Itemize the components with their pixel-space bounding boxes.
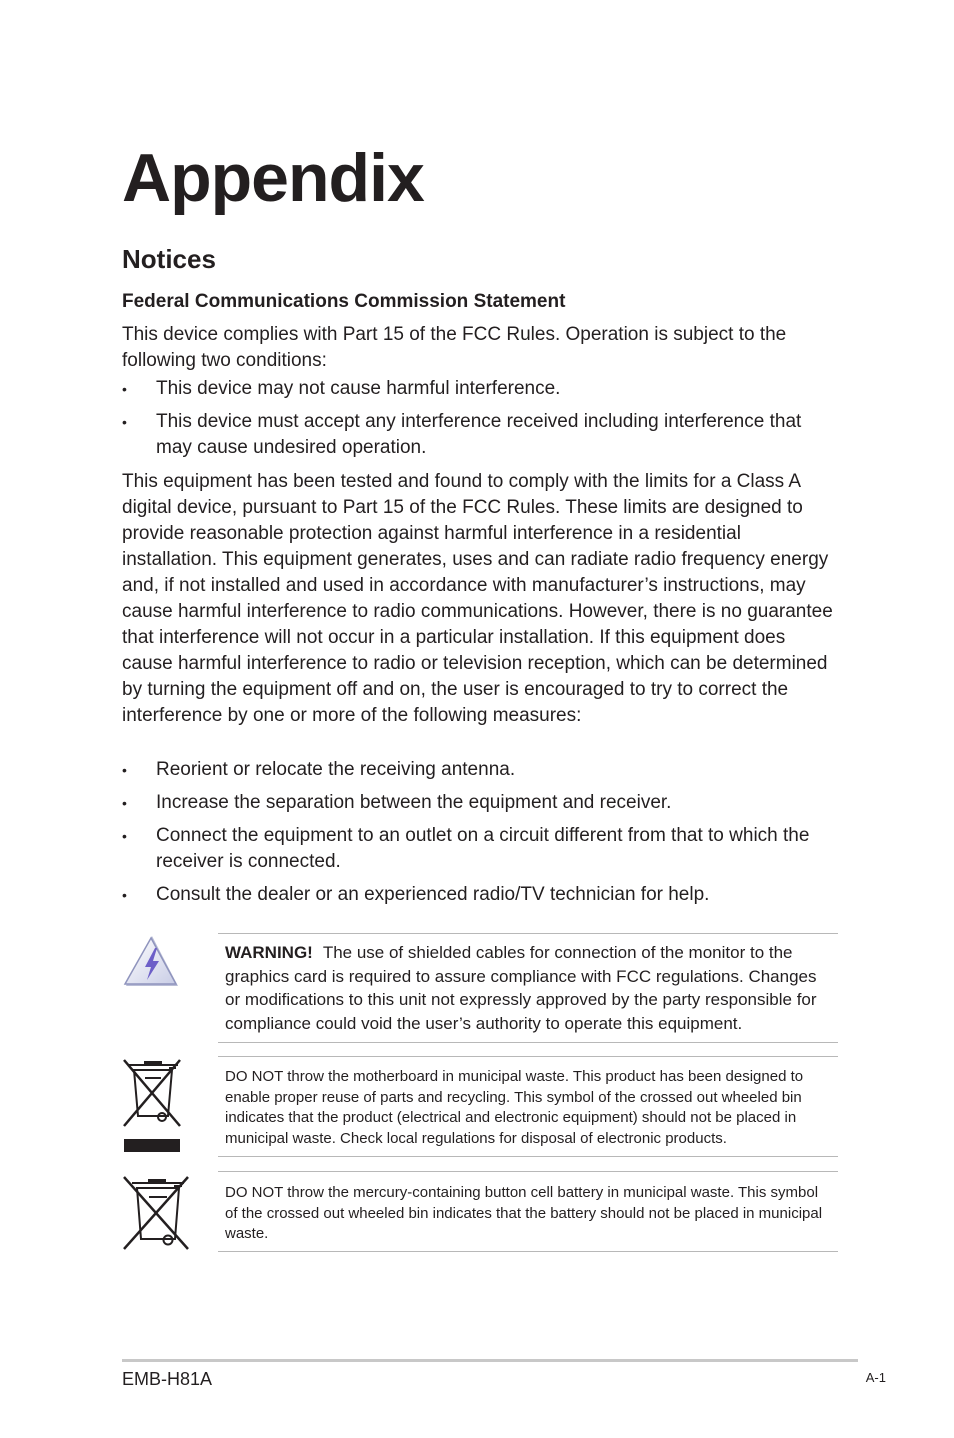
measures-list xyxy=(122,757,834,908)
fcc-body-paragraph xyxy=(122,469,834,729)
footer-divider xyxy=(122,1359,858,1362)
fcc-heading: Federal Communications Commission Statement xyxy=(122,291,566,312)
divider xyxy=(218,1156,838,1157)
conditions-list-container xyxy=(122,376,834,468)
weee-notice xyxy=(122,1055,838,1160)
divider xyxy=(218,933,838,934)
measure-text: Consult the dealer or an experienced radio/TV technician for help. xyxy=(156,884,710,905)
fcc-intro-paragraph xyxy=(122,322,834,374)
list-item xyxy=(122,757,834,783)
footer-page-number: A-1 xyxy=(865,1370,886,1385)
list-item xyxy=(122,882,834,908)
battery-text: DO NOT throw the mercury-containing button cell battery in municipal waste. This symbol of the crossed out wheeled bin indicates that the battery should not be placed in municipal waste. xyxy=(225,1184,823,1242)
bullet-glyph: • xyxy=(122,381,127,397)
list-item xyxy=(122,409,834,461)
warning-label: WARNING! xyxy=(225,943,313,962)
divider xyxy=(218,1042,838,1043)
divider xyxy=(218,1056,838,1057)
condition-text: This device may not cause harmful interference. xyxy=(156,378,561,399)
weee-text: DO NOT throw the motherboard in municipal waste. This product has been designed to enable proper reuse of parts and recycling. This symbol of the crossed out wheeled bin indicates that the product (electrical and electronic equipment) should not be placed in municipal waste. Check local regulations for disposal of electronic products. xyxy=(225,1068,804,1147)
warning-text-block xyxy=(225,941,833,1035)
bullet-glyph: • xyxy=(122,762,127,778)
fcc-intro-text: This device complies with Part 15 of the FCC Rules. Operation is subject to the following two conditions: xyxy=(122,324,787,371)
section-title: Notices xyxy=(122,244,216,274)
page-title: Appendix xyxy=(122,140,424,216)
measures-list-container xyxy=(122,757,834,915)
battery-notice xyxy=(122,1170,838,1255)
bullet-glyph: • xyxy=(122,887,127,903)
list-item xyxy=(122,790,834,816)
list-item xyxy=(122,376,834,402)
measure-text: Reorient or relocate the receiving antenna. xyxy=(156,759,516,780)
list-item xyxy=(122,823,834,875)
divider xyxy=(218,1171,838,1172)
crossed-out-wheeled-bin-icon xyxy=(122,1058,184,1160)
bullet-glyph: • xyxy=(122,414,127,430)
crossed-out-wheeled-bin-battery-icon xyxy=(122,1175,192,1258)
conditions-list xyxy=(122,376,834,461)
footer-model: EMB-H81A xyxy=(122,1369,213,1389)
warning-lightning-icon xyxy=(122,934,180,993)
bullet-glyph: • xyxy=(122,795,127,811)
warning-notice xyxy=(122,930,838,1045)
warning-text: The use of shielded cables for connection of the monitor to the graphics card is required to assure compliance with FCC regulations. Changes or modifications to this unit not expressly approved by the party responsible for compliance could void the user’s authority to operate this equipment. xyxy=(225,943,817,1033)
measure-text: Connect the equipment to an outlet on a circuit different from that to which the receiver is connected. xyxy=(156,825,810,872)
measure-text: Increase the separation between the equipment and receiver. xyxy=(156,792,672,813)
condition-text: This device must accept any interference received including interference that may cause undesired operation. xyxy=(156,411,802,458)
divider xyxy=(218,1251,838,1252)
bullet-glyph: • xyxy=(122,828,127,844)
fcc-body-text: This equipment has been tested and found to comply with the limits for a Class A digital device, pursuant to Part 15 of the FCC Rules. These limits are designed to provide reasonable protection against harmful interference in a residential installation. This equipment generates, uses and can radiate radio frequency energy and, if not installed and used in accordance with manufacturer’s instructions, may cause harmful interference to radio communications. However, there is no guarantee that interference will not occur in a particular installation. If this equipment does cause harmful interference to radio or television reception, which can be determined by turning the equipment off and on, the user is encouraged to try to correct the interference by one or more of the following measures: xyxy=(122,471,833,726)
